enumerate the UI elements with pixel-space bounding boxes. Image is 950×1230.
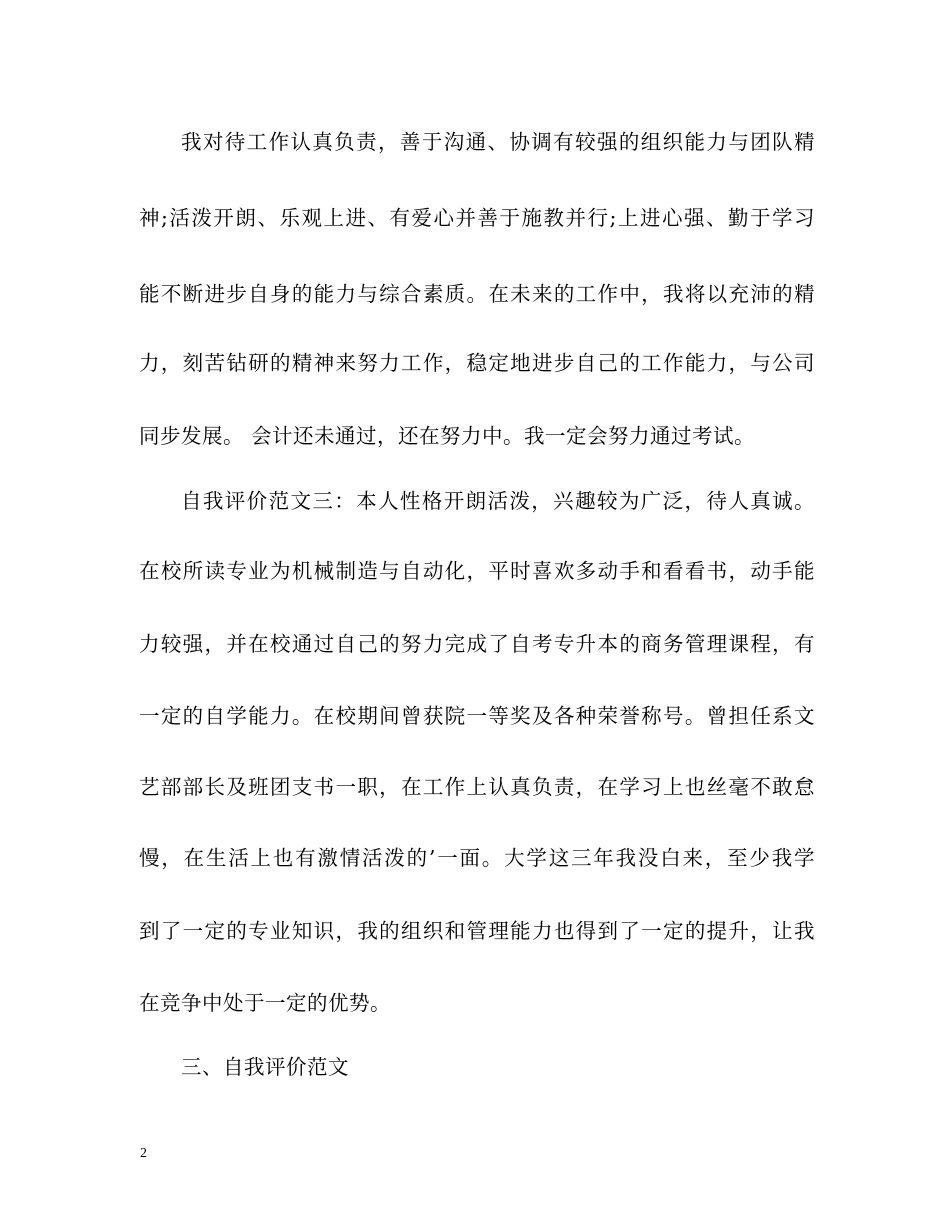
paragraph-line: 慢，在生活上也有激情活泼的’一面。大学这三年我没白来，至少我学 — [139, 846, 815, 870]
paragraph-line: 一定的自学能力。在校期间曾获院一等奖及各种荣誉称号。曾担任系文 — [139, 704, 815, 728]
paragraph-line: 力，刻苦钻研的精神来努力工作，稳定地进步自己的工作能力，与公司 — [139, 351, 815, 375]
paragraph-line: 艺部部长及班团支书一职，在工作上认真负责，在学习上也丝毫不敢怠 — [139, 775, 815, 799]
page-number: 2 — [140, 1146, 147, 1161]
paragraph-line: 我对待工作认真负责，善于沟通、协调有较强的组织能力与团队精 — [181, 130, 815, 154]
section-heading: 三、自我评价范文 — [181, 1055, 349, 1079]
paragraph-line: 在竞争中处于一定的优势。 — [139, 991, 391, 1015]
paragraph-line: 同步发展。 会计还未通过，还在努力中。我一定会努力通过考试。 — [139, 424, 756, 448]
paragraph-line: 能不断进步自身的能力与综合素质。在未来的工作中，我将以充沛的精 — [139, 282, 815, 306]
paragraph-line: 力较强，并在校通过自己的努力完成了自考专升本的商务管理课程，有 — [139, 632, 815, 656]
paragraph-line: 自我评价范文三：本人性格开朗活泼，兴趣较为广泛，待人真诚。 — [181, 489, 815, 513]
paragraph-line: 在校所读专业为机械制造与自动化，平时喜欢多动手和看看书，动手能 — [139, 559, 815, 583]
paragraph-line: 神;活泼开朗、乐观上进、有爱心并善于施教并行;上进心强、勤于学习 — [139, 206, 815, 230]
paragraph-line: 到了一定的专业知识，我的组织和管理能力也得到了一定的提升，让我 — [139, 919, 815, 943]
